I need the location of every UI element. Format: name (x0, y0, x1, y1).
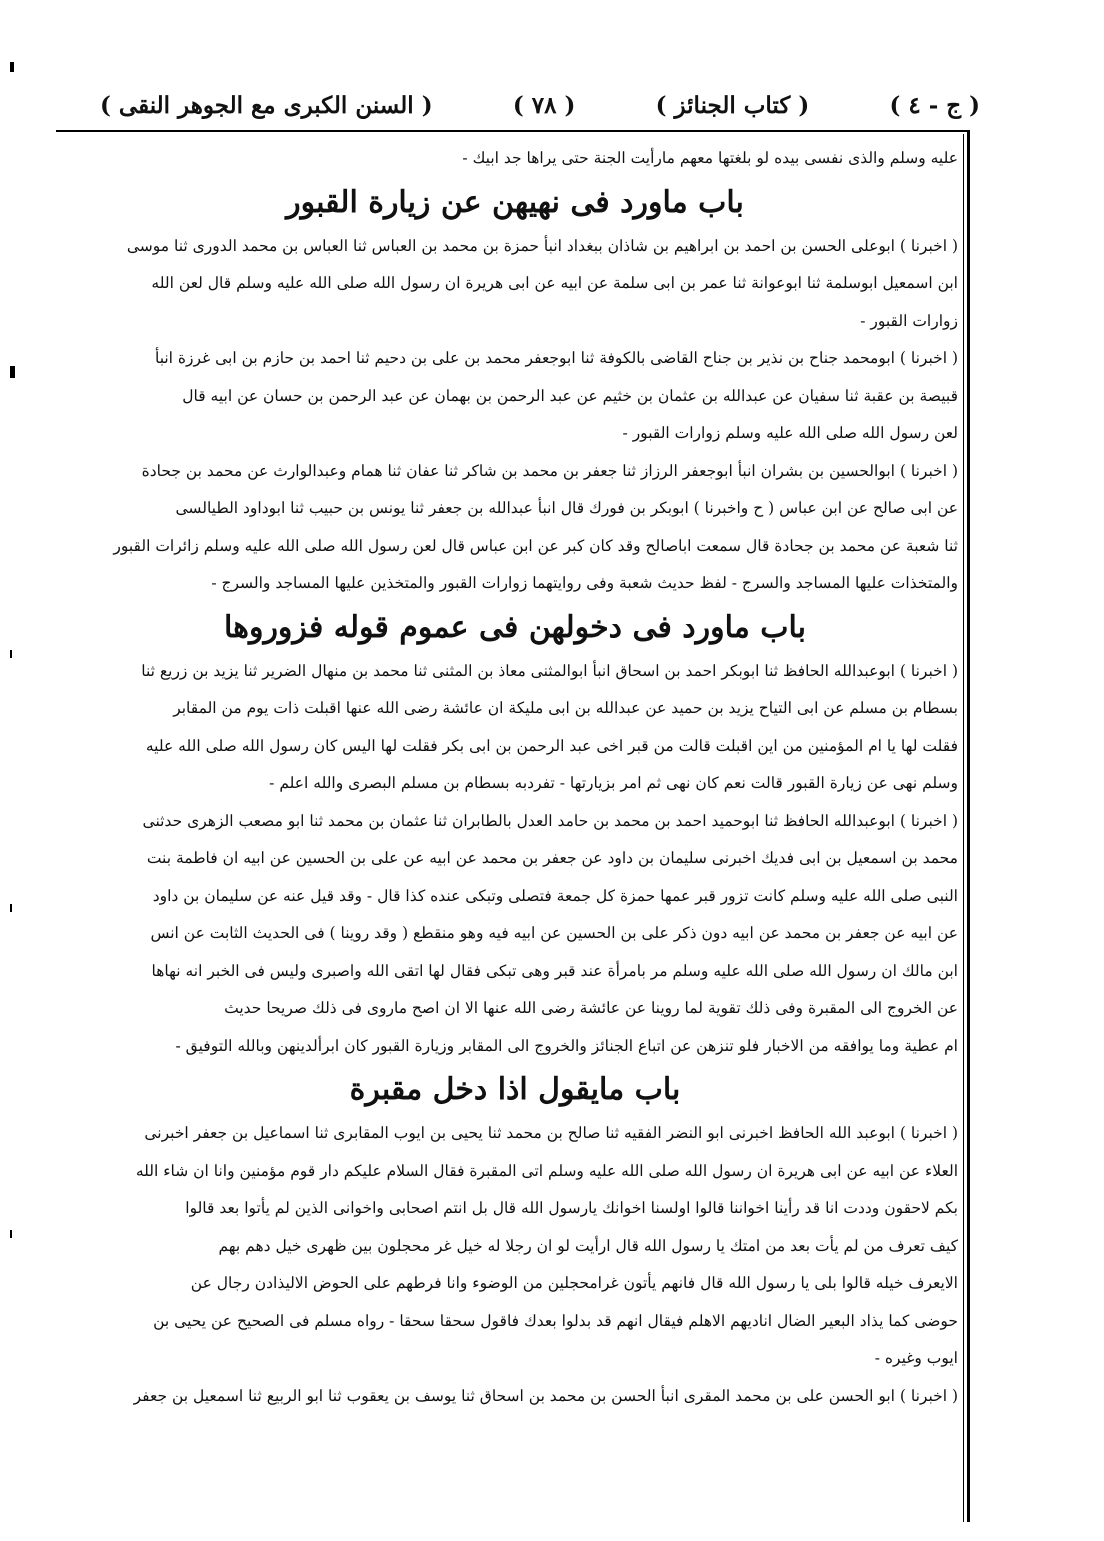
text-line: الايعرف خيله قالوا بلى يا رسول الله قال فانهم يأتون غرامحجلين من الوضوء وانا فرطهم على الحوض الاليذادن رجال عن (190, 1274, 958, 1292)
book-title: ( السنن الكبرى مع الجوهر النقى ) (100, 91, 433, 119)
section-heading: باب ماورد فى نهيهن عن زيارة القبور (286, 184, 744, 220)
text-line: حوضى كما يذاد البعير الضال اناديهم الاهلم فيقال انهم قد بدلوا بعدك فاقول سحقا سحقا - رواه مسلم فى الصحيح عن يحيى بن (153, 1311, 958, 1330)
text-line: قبيصة بن عقبة ثنا سفيان عن عبدالله بن عثمان بن خثيم عن عبد الرحمن بن بهمان عن عبد الرحمن بن حسان عن ابيه قال (182, 386, 958, 405)
volume-label: ( ج - ٤ ) (889, 91, 980, 119)
text-line: والمتخذات عليها المساجد والسرج - لفظ حديث شعبة وفى روايتهما زوارات القبور والمتخذين عليها المساجد والسرج - (211, 574, 958, 592)
intro-line: عليه وسلم والذى نفسى بيده لو بلغتها معهم مارأيت الجنة حتى يراها جد ابيك - (462, 149, 958, 167)
text-line: العلاء عن ابيه عن ابى هريرة ان رسول الله صلى الله عليه وسلم اتى المقبرة فقال السلام عليكم دار قوم مؤمنين وانا ان شاء الله (135, 1161, 958, 1180)
text-line: لعن رسول الله صلى الله عليه وسلم زوارات القبور - (622, 424, 958, 442)
text-line: عن ابى صالح عن ابن عباس ( ح واخبرنا ) ابوبكر بن فورك قال انبأ عبدالله بن جعفر ثنا يونس بن حبيب ثنا ابوداود الطيالسى (175, 499, 958, 517)
text-line: بسطام بن مسلم عن ابى التياح يزيد بن حميد عن عبدالله بن ابى مليكة ان عائشة رضى الله عنها اقبلت ذات يوم من المقابر (173, 699, 958, 717)
text-line: النبى صلى الله عليه وسلم كانت تزور قبر عمها حمزة كل جمعة فتصلى وتبكى عنده كذا قال - وقد قيل عنه عن سليمان بن داود (152, 886, 958, 905)
text-line: فقلت لها يا ام المؤمنين من اين اقبلت قالت من قبر اخى عبد الرحمن بن ابى بكر فقلت لها اليس كان رسول الله صلى الله عليه (145, 736, 958, 755)
text-line: ( اخبرنا ) ابوالحسين بن بشران انبأ ابوجعفر الرزاز ثنا جعفر بن محمد بن شاكر ثنا عفان ثنا همام وعبدالوارث عن محمد بن جحادة (141, 461, 958, 480)
text-line: ( اخبرنا ) ابوعلى الحسن بن احمد بن ابراهيم بن شاذان ببغداد انبأ حمزة بن محمد بن العباس ثنا العباس بن محمد الدورى ثنا موسى (126, 236, 958, 255)
body-text (72, 140, 958, 1520)
text-line: وسلم نهى عن زيارة القبور قالت نعم كان نهى ثم امر بزيارتها - تفردبه بسطام بن مسلم البصرى والله اعلم - (269, 774, 958, 792)
chapter-title: ( كتاب الجنائز ) (655, 91, 810, 119)
text-line: ( اخبرنا ) ابومحمد جناح بن نذير بن جناح القاضى بالكوفة ثنا ابوجعفر محمد بن على بن دحيم ثنا احمد بن حازم بن ابى غرزة انبأ (154, 349, 958, 367)
text-line: ام عطية وما يوافقه من الاخبار فلو تنزهن عن اتباع الجنائز والخروج الى المقابر وزيارة القبور كان ابرألدينهن وبالله التوفيق - (175, 1036, 958, 1055)
text-line: زوارات القبور - (860, 311, 958, 330)
text-line: ( اخبرنا ) ابوعبد الله الحافظ اخبرنى ابو النضر الفقيه ثنا صالح بن محمد ثنا يحيى بن ايوب المقابرى ثنا اسماعيل بن جعفر اخبرنى (144, 1124, 958, 1142)
text-line: بكم لاحقون وددت انا قد رأينا اخواننا قالوا اولسنا اخوانك يارسول الله قال بل انتم اصحابى واخوانى الذين لم يأتوا بعد قالوا (185, 1199, 958, 1217)
margin-mark (10, 904, 12, 912)
text-line: ( اخبرنا ) ابوعبدالله الحافظ ثنا ابوبكر احمد بن اسحاق انبأ ابوالمثنى معاذ بن المثنى ثنا محمد بن منهال الضرير ثنا يزيد بن زريع ثنا (141, 661, 958, 680)
section-heading: باب ماورد فى دخولهن فى عموم قوله فزوروها (224, 609, 806, 645)
text-line: ايوب وغيره - (874, 1349, 958, 1367)
running-header (100, 88, 980, 122)
text-line: ثنا شعبة عن محمد بن جحادة قال سمعت اباصالح وقد كان كبر عن ابن عباس قال لعن رسول الله صلى الله عليه وسلم زائرات القبور (113, 536, 958, 555)
margin-mark (10, 1230, 12, 1238)
page-number: ( ٧٨ ) (512, 91, 576, 119)
text-line: ابن اسمعيل ابوسلمة ثنا ابوعوانة ثنا عمر بن ابى سلمة عن ابيه عن ابى هريرة ان رسول الله صلى الله عليه وسلم قال لعن الله (151, 274, 958, 292)
text-line: عن الخروج الى المقبرة وفى ذلك تقوية لما روينا عن عائشة رضى الله عنها الا ان اصح ماروى فى ذلك صريحا حديث (224, 999, 958, 1017)
text-line: محمد بن اسمعيل بن ابى فديك اخبرنى سليمان بن داود عن جعفر بن محمد عن ابيه عن على بن الحسين عن ابيه ان فاطمة بنت (146, 849, 958, 867)
text-line: ( اخبرنا ) ابو الحسن على بن محمد المقرى انبأ الحسن بن محمد بن اسحاق ثنا يوسف بن يعقوب ثنا ابو الربيع ثنا اسمعيل بن جعفر (133, 1386, 958, 1405)
margin-mark (10, 62, 14, 72)
margin-mark (10, 650, 12, 658)
text-line: ابن مالك ان رسول الله صلى الله عليه وسلم مر بامرأة عند قبر وهى تبكى فقال لها اتقى الله واصبرى وليس فى الخبر انه نهاها (151, 961, 958, 980)
margin-mark (10, 366, 15, 378)
text-line: ( اخبرنا ) ابوعبدالله الحافظ ثنا ابوحميد احمد بن محمد بن حامد العدل بالطابران ثنا عثمان بن محمد ثنا ابو مصعب الزهرى حدثنى (142, 811, 958, 830)
text-line: كيف تعرف من لم يأت بعد من امتك يا رسول الله قال ارأيت لو ان رجلا له خيل غر محجلون بين ظهرى خيل دهم بهم (218, 1236, 958, 1255)
section-heading: باب مايقول اذا دخل مقبرة (349, 1072, 681, 1107)
text-line: عن ابيه عن جعفر بن محمد عن ابيه دون ذكر على بن الحسين عن ابيه فيه وهو منقطع ( وقد روينا ) فى الحديث الثابت عن انس (150, 924, 958, 942)
